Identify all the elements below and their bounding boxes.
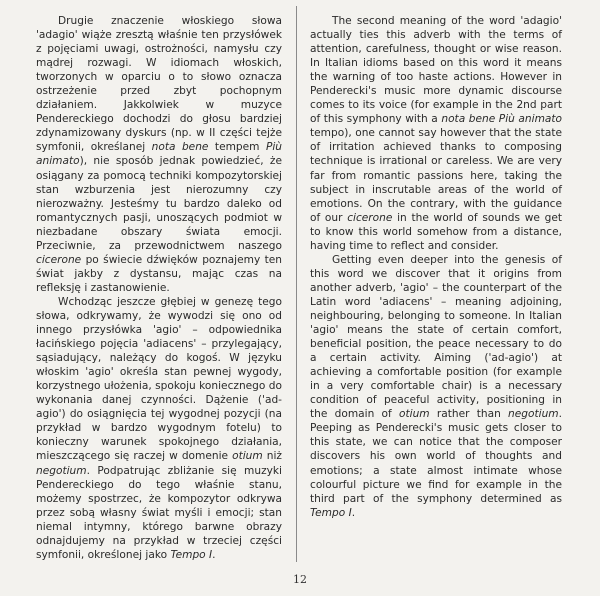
italic-term: Più animato (36, 141, 282, 168)
text-run: Getting even deeper into the genesis of this word we discover that it origins from another adverb, 'agio' – the counterpart of the Latin word 'adiacens' – meaning adjoining, neighbouring, belonging to someone. In Italian 'agio' means the state of certain comfort, beneficial position, the peace necessary to do a certain activity. Aiming ('ad-agio') at achieving a comfortable position (for example in a very comfortable chair) is a necessary condition of peaceful activity, positioning in the domain of (310, 253, 562, 421)
italic-term: Tempo I (170, 548, 213, 561)
text-run: tempo), one cannot say however that the state of irritation achieved thanks to composing technique is irrational or careless. We are very far from romantic passions here, taking the subject in inscrutable areas of the world of emotions. On the contrary, with the guidance of our (310, 127, 562, 224)
text-run: The second meaning of the word 'adagio' actually ties this adverb with the terms of attention, carefulness, thought or wise reason. In Italian idioms based on this word it means the warning of too haste actions. However in Penderecki's music more dynamic discourse comes to its voice (for example in the 2nd part of this symphony with a (310, 15, 562, 126)
text-run: rather than (429, 408, 509, 421)
text-run: in the world of sounds we get to know this world somehow from a distance, having time to reflect and consider. (310, 211, 563, 252)
text-run: Drugie znaczenie włoskiego słowa 'adagio' wiąże zresztą właśnie ten przysłówek z pojęciami uwagi, ostrożności, namysłu czy mądrej rozwagi. W idiomach włoskich, tworzonych w oparciu o to słowo oznacza ostrzeżenie przed zbyt pochopnym działaniem. Jakkolwiek w muzyce Pendereckiego dochodzi do głosu bardziej zdynamizowany dyskurs (np. w II części tejże symfonii, określanej (36, 15, 282, 154)
text-run: . (212, 548, 216, 561)
polish-paragraph-2 (36, 295, 282, 562)
polish-paragraph-1 (36, 14, 282, 295)
english-paragraph-2 (310, 253, 562, 520)
text-run: Wchodząc jeszcze głębiej w genezę tego słowa, odkrywamy, że wywodzi się ono od innego przysłówka 'agio' – odpowiednika łacińskiego pojęcia 'adiacens' – przylegający, sąsiadujący, należący do kogoś. W języku włoskim 'agio' określa stan pewnej wygody, korzystnego ułożenia, spokoju koniecznego do wykonania danej czynności. Dążenie ('ad-agio') do osiągnięcia tej wygodnej pozycji (na przykład w bardzo wygodnym fotelu) to konieczny warunek spokojnego działania, mieszczącego się raczej w domenie (36, 295, 282, 463)
text-run: po świecie dźwięków poznajemy ten świat jakby z dystansu, mając czas na refleksję i zastanowienie. (36, 253, 282, 294)
italic-term: cicerone (347, 211, 393, 224)
english-text-column (310, 14, 562, 520)
italic-term: negotium (36, 464, 87, 477)
italic-term: nota bene (151, 141, 209, 154)
italic-term: otium (399, 408, 430, 421)
text-run: . Peeping as Penderecki's music gets closer to this state, we can notice that the composer discovers his own world of thoughts and emotions; a state almost intimate whose colourful picture we find for example in the third part of the symphony determined as (310, 408, 562, 505)
italic-term: nota bene Più animato (441, 113, 563, 126)
text-run: tempem (208, 141, 266, 154)
english-paragraph-1 (310, 14, 562, 253)
italic-term: negotium (508, 408, 559, 421)
text-run: niż (262, 450, 282, 463)
text-run: . (351, 506, 356, 519)
italic-term: Tempo I (310, 506, 352, 519)
italic-term: otium (232, 450, 263, 463)
italic-term: cicerone (36, 253, 82, 266)
text-run: ), nie sposób jednak powiedzieć, że osiągany za pomocą techniki kompozytorskiej stan wzburzenia jest nierozumny czy nierozważny. Jesteśmy tu bardzo daleko od romantycznych pasji, unoszących podmiot w niezbadane obszary świata emocji. Przeciwnie, za przewodnictwem naszego (36, 155, 282, 252)
text-run: . Podpatrując zbliżanie się muzyki Pendereckiego do tego właśnie stanu, możemy spostrzec, że kompozytor odkrywa przez sobą własny świat myśli i emocji; stan niemal intymny, którego barwne obrazy odnajdujemy na przykład w trzeciej części symfonii, określonej jako (36, 464, 282, 561)
polish-text-column (36, 14, 282, 562)
column-divider (296, 6, 297, 562)
page-number: 12 (293, 573, 307, 586)
